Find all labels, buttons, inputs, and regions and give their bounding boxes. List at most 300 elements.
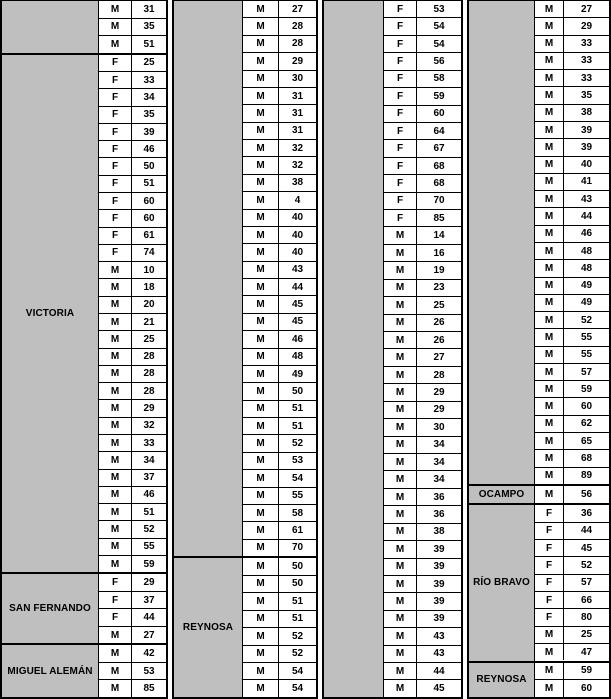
age-cell[interactable]: 39 — [417, 576, 461, 592]
sex-cell[interactable]: M — [243, 36, 279, 52]
age-cell[interactable]: 49 — [279, 366, 316, 382]
age-cell[interactable]: 45 — [279, 314, 316, 330]
sex-cell[interactable]: M — [99, 279, 132, 295]
age-cell[interactable]: 52 — [279, 646, 316, 662]
age-cell[interactable]: 34 — [417, 454, 461, 470]
sex-cell[interactable]: M — [99, 19, 132, 36]
age-cell[interactable]: 60 — [564, 398, 609, 414]
sex-cell[interactable]: M — [384, 506, 417, 522]
age-cell[interactable]: 29 — [564, 18, 609, 34]
age-cell[interactable]: 39 — [417, 541, 461, 557]
age-cell[interactable]: 16 — [417, 245, 461, 261]
sex-cell[interactable]: M — [384, 489, 417, 505]
sex-cell[interactable]: M — [243, 522, 279, 538]
age-cell[interactable]: 61 — [279, 522, 316, 538]
age-cell[interactable]: 32 — [279, 140, 316, 156]
sex-cell[interactable]: M — [243, 418, 279, 434]
sex-cell[interactable]: M — [243, 262, 279, 278]
age-cell[interactable]: 38 — [417, 524, 461, 540]
age-cell[interactable]: 32 — [132, 418, 166, 434]
age-cell[interactable]: 36 — [417, 489, 461, 505]
age-cell[interactable]: 53 — [417, 1, 461, 17]
sex-cell[interactable]: M — [243, 470, 279, 486]
age-cell[interactable]: 28 — [132, 383, 166, 399]
age-cell[interactable]: 39 — [417, 593, 461, 609]
age-cell[interactable]: 25 — [564, 627, 609, 643]
age-cell[interactable]: 65 — [564, 433, 609, 449]
age-cell[interactable]: 29 — [279, 53, 316, 69]
age-cell[interactable]: 52 — [132, 521, 166, 537]
age-cell[interactable]: 31 — [132, 1, 166, 18]
age-cell[interactable]: 85 — [132, 680, 166, 697]
sex-cell[interactable]: F — [384, 88, 417, 104]
sex-cell[interactable]: M — [243, 140, 279, 156]
sex-cell[interactable]: M — [535, 260, 564, 276]
sex-cell[interactable]: F — [535, 575, 564, 591]
sex-cell[interactable]: M — [535, 433, 564, 449]
sex-cell[interactable]: F — [535, 523, 564, 539]
age-cell[interactable]: 48 — [564, 260, 609, 276]
age-cell[interactable]: 39 — [564, 139, 609, 155]
sex-cell[interactable]: F — [535, 557, 564, 573]
sex-cell[interactable]: M — [535, 680, 564, 697]
age-cell[interactable]: 27 — [564, 1, 609, 17]
municipality-merged-cell[interactable] — [2, 574, 99, 643]
age-cell[interactable]: 49 — [564, 295, 609, 311]
sex-cell[interactable]: M — [384, 245, 417, 261]
sex-cell[interactable]: M — [99, 366, 132, 382]
age-cell[interactable]: 43 — [279, 262, 316, 278]
sex-cell[interactable]: M — [99, 383, 132, 399]
age-cell[interactable]: 31 — [279, 105, 316, 121]
sex-cell[interactable]: M — [243, 53, 279, 69]
age-cell[interactable]: 68 — [564, 450, 609, 466]
age-cell[interactable]: 57 — [564, 364, 609, 380]
sex-cell[interactable]: M — [243, 663, 279, 679]
sex-cell[interactable]: M — [535, 36, 564, 52]
sex-cell[interactable]: M — [99, 418, 132, 434]
sex-cell[interactable]: M — [535, 208, 564, 224]
sex-cell[interactable]: M — [384, 315, 417, 331]
age-cell[interactable]: 45 — [417, 680, 461, 696]
sex-cell[interactable]: M — [535, 18, 564, 34]
age-cell[interactable]: 38 — [279, 175, 316, 191]
sex-cell[interactable]: F — [99, 193, 132, 209]
sex-cell[interactable]: M — [243, 192, 279, 208]
sex-cell[interactable]: M — [535, 347, 564, 363]
age-cell[interactable]: 29 — [132, 400, 166, 416]
sex-cell[interactable]: F — [535, 609, 564, 625]
sex-cell[interactable]: M — [243, 680, 279, 696]
sex-cell[interactable]: F — [384, 1, 417, 17]
age-cell[interactable]: 52 — [564, 557, 609, 573]
sex-cell[interactable]: M — [384, 576, 417, 592]
sex-cell[interactable]: M — [99, 36, 132, 53]
age-cell[interactable]: 60 — [417, 106, 461, 122]
age-cell[interactable]: 35 — [132, 19, 166, 36]
sex-cell[interactable]: F — [384, 193, 417, 209]
sex-cell[interactable]: M — [384, 280, 417, 296]
age-cell[interactable]: 27 — [417, 349, 461, 365]
age-cell[interactable]: 62 — [564, 416, 609, 432]
age-cell[interactable]: 48 — [279, 349, 316, 365]
sex-cell[interactable]: M — [99, 349, 132, 365]
age-cell[interactable]: 44 — [417, 663, 461, 679]
age-cell[interactable]: 30 — [279, 71, 316, 87]
age-cell[interactable]: 54 — [417, 18, 461, 34]
age-cell[interactable]: 34 — [132, 452, 166, 468]
sex-cell[interactable]: M — [384, 384, 417, 400]
sex-cell[interactable]: M — [535, 105, 564, 121]
sex-cell[interactable]: M — [99, 435, 132, 451]
age-cell[interactable]: 29 — [417, 384, 461, 400]
sex-cell[interactable]: M — [384, 349, 417, 365]
sex-cell[interactable]: M — [535, 139, 564, 155]
age-cell[interactable]: 50 — [279, 558, 316, 574]
age-cell[interactable]: 28 — [279, 18, 316, 34]
sex-cell[interactable]: M — [99, 452, 132, 468]
sex-cell[interactable]: F — [99, 245, 132, 261]
age-cell[interactable]: 36 — [417, 506, 461, 522]
sex-cell[interactable]: M — [243, 540, 279, 556]
sex-cell[interactable]: M — [384, 541, 417, 557]
sex-cell[interactable]: M — [535, 364, 564, 380]
sex-cell[interactable]: F — [99, 107, 132, 123]
sex-cell[interactable]: F — [535, 592, 564, 608]
municipality-merged-cell[interactable] — [469, 486, 535, 503]
age-cell[interactable]: 44 — [132, 609, 166, 626]
age-cell[interactable]: 55 — [279, 488, 316, 504]
sex-cell[interactable]: M — [99, 521, 132, 537]
municipality-merged-cell[interactable] — [324, 1, 384, 697]
sex-cell[interactable]: M — [535, 329, 564, 345]
age-cell[interactable]: 51 — [279, 611, 316, 627]
sex-cell[interactable]: F — [99, 124, 132, 140]
sex-cell[interactable]: M — [243, 435, 279, 451]
age-cell[interactable]: 60 — [132, 193, 166, 209]
age-cell[interactable]: 43 — [417, 646, 461, 662]
age-cell[interactable]: 26 — [417, 315, 461, 331]
age-cell[interactable]: 53 — [279, 453, 316, 469]
sex-cell[interactable]: M — [243, 366, 279, 382]
sex-cell[interactable]: M — [243, 296, 279, 312]
sex-cell[interactable]: M — [384, 332, 417, 348]
sex-cell[interactable]: M — [99, 262, 132, 278]
age-cell[interactable]: 33 — [132, 435, 166, 451]
age-cell[interactable]: 57 — [564, 575, 609, 591]
age-cell[interactable]: 55 — [564, 329, 609, 345]
sex-cell[interactable]: M — [535, 157, 564, 173]
sex-cell[interactable]: M — [243, 1, 279, 17]
sex-cell[interactable]: F — [384, 71, 417, 87]
age-cell[interactable]: 58 — [279, 505, 316, 521]
age-cell[interactable]: 10 — [132, 262, 166, 278]
sex-cell[interactable]: M — [384, 611, 417, 627]
sex-cell[interactable]: F — [384, 175, 417, 191]
sex-cell[interactable]: F — [384, 210, 417, 226]
age-cell[interactable]: 66 — [564, 592, 609, 608]
sex-cell[interactable]: F — [99, 228, 132, 244]
age-cell[interactable]: 85 — [417, 210, 461, 226]
age-cell[interactable]: 70 — [417, 193, 461, 209]
sex-cell[interactable]: M — [384, 454, 417, 470]
age-cell[interactable]: 45 — [279, 296, 316, 312]
sex-cell[interactable]: M — [243, 383, 279, 399]
sex-cell[interactable]: M — [384, 437, 417, 453]
age-cell[interactable]: 19 — [417, 262, 461, 278]
age-cell[interactable]: 28 — [132, 366, 166, 382]
sex-cell[interactable]: M — [535, 663, 564, 680]
age-cell[interactable]: 18 — [132, 279, 166, 295]
sex-cell[interactable]: F — [99, 210, 132, 226]
sex-cell[interactable]: M — [99, 663, 132, 680]
sex-cell[interactable]: M — [99, 539, 132, 555]
age-cell[interactable]: 46 — [132, 141, 166, 157]
age-cell[interactable]: 50 — [279, 576, 316, 592]
age-cell[interactable]: 61 — [132, 228, 166, 244]
sex-cell[interactable]: M — [535, 627, 564, 643]
sex-cell[interactable]: M — [384, 471, 417, 487]
sex-cell[interactable]: M — [243, 18, 279, 34]
sex-cell[interactable]: M — [535, 226, 564, 242]
sex-cell[interactable]: F — [99, 176, 132, 192]
age-cell[interactable]: 68 — [417, 158, 461, 174]
municipality-merged-cell[interactable] — [469, 1, 535, 484]
sex-cell[interactable]: M — [535, 381, 564, 397]
age-cell[interactable]: 31 — [279, 123, 316, 139]
sex-cell[interactable]: M — [535, 644, 564, 660]
sex-cell[interactable]: M — [384, 419, 417, 435]
age-cell[interactable]: 55 — [564, 347, 609, 363]
sex-cell[interactable]: M — [243, 157, 279, 173]
sex-cell[interactable]: M — [535, 450, 564, 466]
sex-cell[interactable]: M — [243, 593, 279, 609]
age-cell[interactable]: 34 — [132, 89, 166, 105]
sex-cell[interactable]: F — [99, 592, 132, 609]
sex-cell[interactable]: M — [384, 402, 417, 418]
sex-cell[interactable]: M — [535, 278, 564, 294]
sex-cell[interactable]: F — [384, 36, 417, 52]
age-cell[interactable]: 40 — [279, 227, 316, 243]
sex-cell[interactable]: M — [535, 174, 564, 190]
sex-cell[interactable]: M — [243, 88, 279, 104]
age-cell[interactable]: 44 — [564, 208, 609, 224]
age-cell[interactable]: 60 — [564, 680, 609, 697]
age-cell[interactable]: 27 — [279, 1, 316, 17]
age-cell[interactable]: 33 — [132, 72, 166, 88]
age-cell[interactable]: 60 — [132, 210, 166, 226]
age-cell[interactable]: 14 — [417, 227, 461, 243]
age-cell[interactable]: 27 — [132, 627, 166, 644]
age-cell[interactable]: 44 — [279, 279, 316, 295]
age-cell[interactable]: 37 — [132, 470, 166, 486]
age-cell[interactable]: 31 — [279, 88, 316, 104]
age-cell[interactable]: 30 — [417, 419, 461, 435]
age-cell[interactable]: 33 — [564, 53, 609, 69]
age-cell[interactable]: 89 — [564, 468, 609, 484]
sex-cell[interactable]: M — [535, 87, 564, 103]
sex-cell[interactable]: M — [535, 53, 564, 69]
sex-cell[interactable]: M — [384, 593, 417, 609]
age-cell[interactable]: 53 — [132, 663, 166, 680]
sex-cell[interactable]: M — [535, 398, 564, 414]
age-cell[interactable]: 52 — [279, 435, 316, 451]
age-cell[interactable]: 59 — [564, 381, 609, 397]
age-cell[interactable]: 35 — [132, 107, 166, 123]
sex-cell[interactable]: M — [384, 680, 417, 696]
sex-cell[interactable]: M — [243, 331, 279, 347]
age-cell[interactable]: 48 — [564, 243, 609, 259]
sex-cell[interactable]: M — [99, 680, 132, 697]
age-cell[interactable]: 51 — [132, 36, 166, 53]
sex-cell[interactable]: M — [384, 524, 417, 540]
sex-cell[interactable]: F — [384, 123, 417, 139]
sex-cell[interactable]: M — [384, 227, 417, 243]
sex-cell[interactable]: M — [243, 488, 279, 504]
sex-cell[interactable]: M — [99, 314, 132, 330]
age-cell[interactable]: 20 — [132, 297, 166, 313]
age-cell[interactable]: 4 — [279, 192, 316, 208]
age-cell[interactable]: 41 — [564, 174, 609, 190]
sex-cell[interactable]: M — [535, 312, 564, 328]
age-cell[interactable]: 42 — [132, 645, 166, 662]
sex-cell[interactable]: M — [243, 558, 279, 574]
sex-cell[interactable]: M — [243, 279, 279, 295]
age-cell[interactable]: 25 — [132, 55, 166, 71]
age-cell[interactable]: 29 — [132, 574, 166, 591]
municipality-merged-cell[interactable] — [2, 1, 99, 53]
age-cell[interactable]: 40 — [279, 244, 316, 260]
age-cell[interactable]: 51 — [132, 176, 166, 192]
sex-cell[interactable]: F — [535, 505, 564, 521]
sex-cell[interactable]: M — [535, 468, 564, 484]
sex-cell[interactable]: M — [99, 556, 132, 572]
sex-cell[interactable]: F — [384, 158, 417, 174]
sex-cell[interactable]: M — [384, 559, 417, 575]
age-cell[interactable]: 34 — [417, 437, 461, 453]
age-cell[interactable]: 40 — [564, 157, 609, 173]
sex-cell[interactable]: F — [384, 106, 417, 122]
municipality-merged-cell[interactable] — [469, 505, 535, 660]
age-cell[interactable]: 23 — [417, 280, 461, 296]
age-cell[interactable]: 26 — [417, 332, 461, 348]
sex-cell[interactable]: M — [535, 243, 564, 259]
age-cell[interactable]: 50 — [132, 158, 166, 174]
age-cell[interactable]: 34 — [417, 471, 461, 487]
age-cell[interactable]: 21 — [132, 314, 166, 330]
sex-cell[interactable]: M — [384, 262, 417, 278]
sex-cell[interactable]: M — [99, 627, 132, 644]
sex-cell[interactable]: M — [535, 295, 564, 311]
age-cell[interactable]: 44 — [564, 523, 609, 539]
municipality-merged-cell[interactable] — [2, 645, 99, 697]
age-cell[interactable]: 46 — [564, 226, 609, 242]
sex-cell[interactable]: F — [99, 609, 132, 626]
sex-cell[interactable]: M — [243, 123, 279, 139]
sex-cell[interactable]: M — [535, 1, 564, 17]
sex-cell[interactable]: M — [243, 453, 279, 469]
age-cell[interactable]: 54 — [279, 663, 316, 679]
sex-cell[interactable]: M — [384, 646, 417, 662]
municipality-merged-cell[interactable] — [2, 55, 99, 573]
age-cell[interactable]: 39 — [417, 559, 461, 575]
sex-cell[interactable]: M — [243, 576, 279, 592]
age-cell[interactable]: 36 — [564, 505, 609, 521]
age-cell[interactable]: 33 — [564, 36, 609, 52]
sex-cell[interactable]: M — [243, 401, 279, 417]
age-cell[interactable]: 51 — [279, 401, 316, 417]
sex-cell[interactable]: M — [384, 297, 417, 313]
age-cell[interactable]: 54 — [279, 680, 316, 696]
sex-cell[interactable]: F — [535, 540, 564, 556]
sex-cell[interactable]: M — [384, 628, 417, 644]
age-cell[interactable]: 80 — [564, 609, 609, 625]
age-cell[interactable]: 43 — [417, 628, 461, 644]
age-cell[interactable]: 49 — [564, 278, 609, 294]
age-cell[interactable]: 28 — [417, 367, 461, 383]
age-cell[interactable]: 45 — [564, 540, 609, 556]
sex-cell[interactable]: M — [243, 505, 279, 521]
sex-cell[interactable]: M — [535, 191, 564, 207]
age-cell[interactable]: 59 — [132, 556, 166, 572]
sex-cell[interactable]: M — [384, 367, 417, 383]
sex-cell[interactable]: M — [99, 470, 132, 486]
sex-cell[interactable]: M — [243, 210, 279, 226]
sex-cell[interactable]: M — [243, 314, 279, 330]
age-cell[interactable]: 50 — [279, 383, 316, 399]
age-cell[interactable]: 35 — [564, 87, 609, 103]
age-cell[interactable]: 51 — [279, 418, 316, 434]
sex-cell[interactable]: M — [99, 400, 132, 416]
age-cell[interactable]: 54 — [279, 470, 316, 486]
sex-cell[interactable]: F — [99, 55, 132, 71]
age-cell[interactable]: 38 — [564, 105, 609, 121]
sex-cell[interactable]: M — [99, 504, 132, 520]
sex-cell[interactable]: M — [535, 122, 564, 138]
age-cell[interactable]: 56 — [417, 53, 461, 69]
sex-cell[interactable]: M — [243, 244, 279, 260]
age-cell[interactable]: 55 — [132, 539, 166, 555]
age-cell[interactable]: 43 — [564, 191, 609, 207]
sex-cell[interactable]: F — [384, 53, 417, 69]
sex-cell[interactable]: M — [535, 416, 564, 432]
age-cell[interactable]: 67 — [417, 140, 461, 156]
sex-cell[interactable]: M — [99, 1, 132, 18]
sex-cell[interactable]: M — [243, 611, 279, 627]
age-cell[interactable]: 68 — [417, 175, 461, 191]
age-cell[interactable]: 40 — [279, 210, 316, 226]
sex-cell[interactable]: F — [99, 72, 132, 88]
age-cell[interactable]: 33 — [564, 70, 609, 86]
age-cell[interactable]: 52 — [279, 628, 316, 644]
age-cell[interactable]: 52 — [564, 312, 609, 328]
age-cell[interactable]: 46 — [132, 487, 166, 503]
sex-cell[interactable]: M — [99, 331, 132, 347]
age-cell[interactable]: 51 — [279, 593, 316, 609]
sex-cell[interactable]: M — [243, 349, 279, 365]
age-cell[interactable]: 64 — [417, 123, 461, 139]
age-cell[interactable]: 25 — [132, 331, 166, 347]
sex-cell[interactable]: M — [243, 227, 279, 243]
age-cell[interactable]: 56 — [564, 486, 609, 503]
age-cell[interactable]: 47 — [564, 644, 609, 660]
age-cell[interactable]: 37 — [132, 592, 166, 609]
age-cell[interactable]: 51 — [132, 504, 166, 520]
sex-cell[interactable]: M — [384, 663, 417, 679]
age-cell[interactable]: 58 — [417, 71, 461, 87]
age-cell[interactable]: 59 — [417, 88, 461, 104]
sex-cell[interactable]: F — [99, 141, 132, 157]
